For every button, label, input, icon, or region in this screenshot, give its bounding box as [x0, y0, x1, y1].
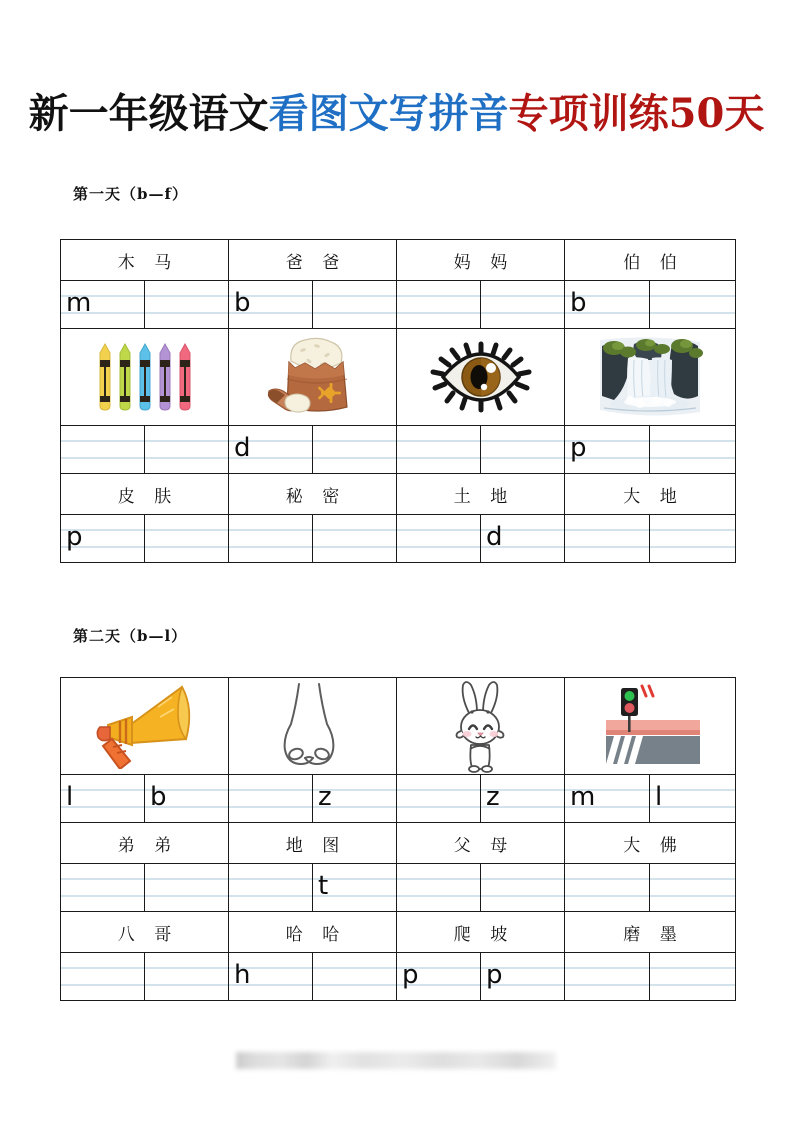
traffic-road-icon — [565, 678, 735, 774]
pinyin-letter: b — [570, 288, 587, 318]
pinyin-letter: l — [66, 782, 74, 812]
worksheet-table-day2 — [60, 677, 736, 1001]
picture-cell — [397, 678, 565, 775]
rice-sack-icon — [229, 329, 396, 425]
pinyin-letter: b — [234, 288, 251, 318]
pinyin-letter: d — [486, 522, 503, 552]
word-cell: 八 哥 — [61, 912, 229, 953]
pinyin-write-cell[interactable] — [481, 281, 565, 329]
pinyin-write-cell[interactable] — [145, 864, 229, 912]
pinyin-write-cell[interactable] — [61, 775, 145, 823]
table-row — [61, 515, 736, 563]
section-heading-day1: 第一天（b—f） — [73, 185, 188, 203]
pinyin-write-cell[interactable] — [565, 515, 650, 563]
pinyin-write-cell[interactable] — [229, 515, 313, 563]
pinyin-write-cell[interactable] — [397, 775, 481, 823]
table-row — [61, 678, 736, 775]
pinyin-letter: p — [486, 960, 503, 990]
word-cell: 地 图 — [229, 823, 397, 864]
pinyin-letter: t — [318, 871, 329, 901]
pinyin-write-cell[interactable] — [397, 515, 481, 563]
pinyin-letter: z — [318, 782, 332, 812]
section-heading-day2: 第二天（b—l） — [73, 627, 188, 645]
pinyin-write-cell[interactable] — [650, 864, 736, 912]
word-cell: 妈 妈 — [397, 240, 565, 281]
table-row — [61, 329, 736, 426]
waterfall-icon — [565, 329, 735, 425]
pinyin-letter: l — [655, 782, 663, 812]
pinyin-write-cell[interactable] — [481, 864, 565, 912]
pinyin-letter: p — [570, 433, 587, 463]
table-row — [61, 240, 736, 281]
word-cell: 哈 哈 — [229, 912, 397, 953]
pinyin-letter: p — [402, 960, 419, 990]
pinyin-write-cell[interactable] — [61, 864, 145, 912]
pinyin-letter: m — [570, 782, 596, 812]
rabbit-icon — [397, 678, 564, 774]
picture-cell — [229, 329, 397, 426]
word-cell: 爸 爸 — [229, 240, 397, 281]
word-cell: 木 马 — [61, 240, 229, 281]
word-cell: 磨 墨 — [565, 912, 736, 953]
pinyin-write-cell[interactable] — [145, 515, 229, 563]
word-cell: 弟 弟 — [61, 823, 229, 864]
pinyin-write-cell[interactable] — [650, 775, 736, 823]
table-row — [61, 474, 736, 515]
table-row — [61, 823, 736, 864]
word-cell: 皮 肤 — [61, 474, 229, 515]
pinyin-write-cell[interactable] — [229, 775, 313, 823]
pinyin-write-cell[interactable] — [145, 426, 229, 474]
word-cell: 大 地 — [565, 474, 736, 515]
picture-cell — [565, 329, 736, 426]
word-cell: 爬 坡 — [397, 912, 565, 953]
word-cell: 大 佛 — [565, 823, 736, 864]
word-cell: 土 地 — [397, 474, 565, 515]
pinyin-write-cell[interactable] — [565, 864, 650, 912]
pinyin-letter: h — [234, 960, 251, 990]
pinyin-write-cell[interactable] — [313, 953, 397, 1001]
table-row — [61, 426, 736, 474]
megaphone-icon — [61, 678, 228, 774]
pinyin-write-cell[interactable] — [397, 864, 481, 912]
worksheet-table-day1 — [60, 239, 736, 563]
pinyin-letter: z — [486, 782, 500, 812]
pinyin-write-cell[interactable] — [565, 775, 650, 823]
pinyin-write-cell[interactable] — [229, 864, 313, 912]
table-row — [61, 864, 736, 912]
word-cell: 秘 密 — [229, 474, 397, 515]
pinyin-letter: b — [150, 782, 167, 812]
pinyin-write-cell[interactable] — [565, 426, 650, 474]
pinyin-letter: m — [66, 288, 92, 318]
pinyin-write-cell[interactable] — [481, 775, 565, 823]
pinyin-write-cell[interactable] — [397, 281, 481, 329]
eye-icon — [397, 329, 564, 425]
pinyin-write-cell[interactable] — [229, 281, 313, 329]
pinyin-write-cell[interactable] — [145, 775, 229, 823]
table-row — [61, 775, 736, 823]
pinyin-letter: d — [234, 433, 251, 463]
pinyin-write-cell[interactable] — [313, 775, 397, 823]
pinyin-write-cell[interactable] — [313, 515, 397, 563]
picture-cell — [565, 678, 736, 775]
pinyin-write-cell[interactable] — [650, 515, 736, 563]
pinyin-write-cell[interactable] — [229, 426, 313, 474]
pinyin-write-cell[interactable] — [397, 953, 481, 1001]
pinyin-write-cell[interactable] — [397, 426, 481, 474]
picture-cell — [229, 678, 397, 775]
table-row — [61, 912, 736, 953]
pinyin-write-cell[interactable] — [61, 515, 145, 563]
word-cell: 伯 伯 — [565, 240, 736, 281]
pinyin-write-cell[interactable] — [481, 515, 565, 563]
nose-icon — [229, 678, 396, 774]
pinyin-write-cell[interactable] — [313, 281, 397, 329]
pinyin-write-cell[interactable] — [313, 426, 397, 474]
pinyin-letter: p — [66, 522, 83, 552]
blurred-watermark — [236, 1052, 556, 1069]
pinyin-write-cell[interactable] — [650, 426, 736, 474]
page-title — [0, 88, 793, 140]
pinyin-write-cell[interactable] — [481, 953, 565, 1001]
pinyin-write-cell[interactable] — [61, 426, 145, 474]
table-row — [61, 953, 736, 1001]
table-row — [61, 281, 736, 329]
pinyin-write-cell[interactable] — [650, 281, 736, 329]
pinyin-write-cell[interactable] — [145, 281, 229, 329]
pinyin-write-cell[interactable] — [481, 426, 565, 474]
title-part-black: 新一年级语文 — [28, 90, 269, 137]
picture-cell — [61, 678, 229, 775]
crayons-icon — [61, 329, 228, 425]
title-part-blue: 看图文写拼音 — [268, 90, 509, 137]
pinyin-write-cell[interactable] — [313, 864, 397, 912]
pinyin-write-cell[interactable] — [565, 953, 650, 1001]
pinyin-write-cell[interactable] — [565, 281, 650, 329]
pinyin-write-cell[interactable] — [145, 953, 229, 1001]
picture-cell — [61, 329, 229, 426]
word-cell: 父 母 — [397, 823, 565, 864]
picture-cell — [397, 329, 565, 426]
pinyin-write-cell[interactable] — [229, 953, 313, 1001]
title-part-red: 专项训练50天 — [508, 90, 765, 137]
pinyin-write-cell[interactable] — [650, 953, 736, 1001]
pinyin-write-cell[interactable] — [61, 953, 145, 1001]
pinyin-write-cell[interactable] — [61, 281, 145, 329]
